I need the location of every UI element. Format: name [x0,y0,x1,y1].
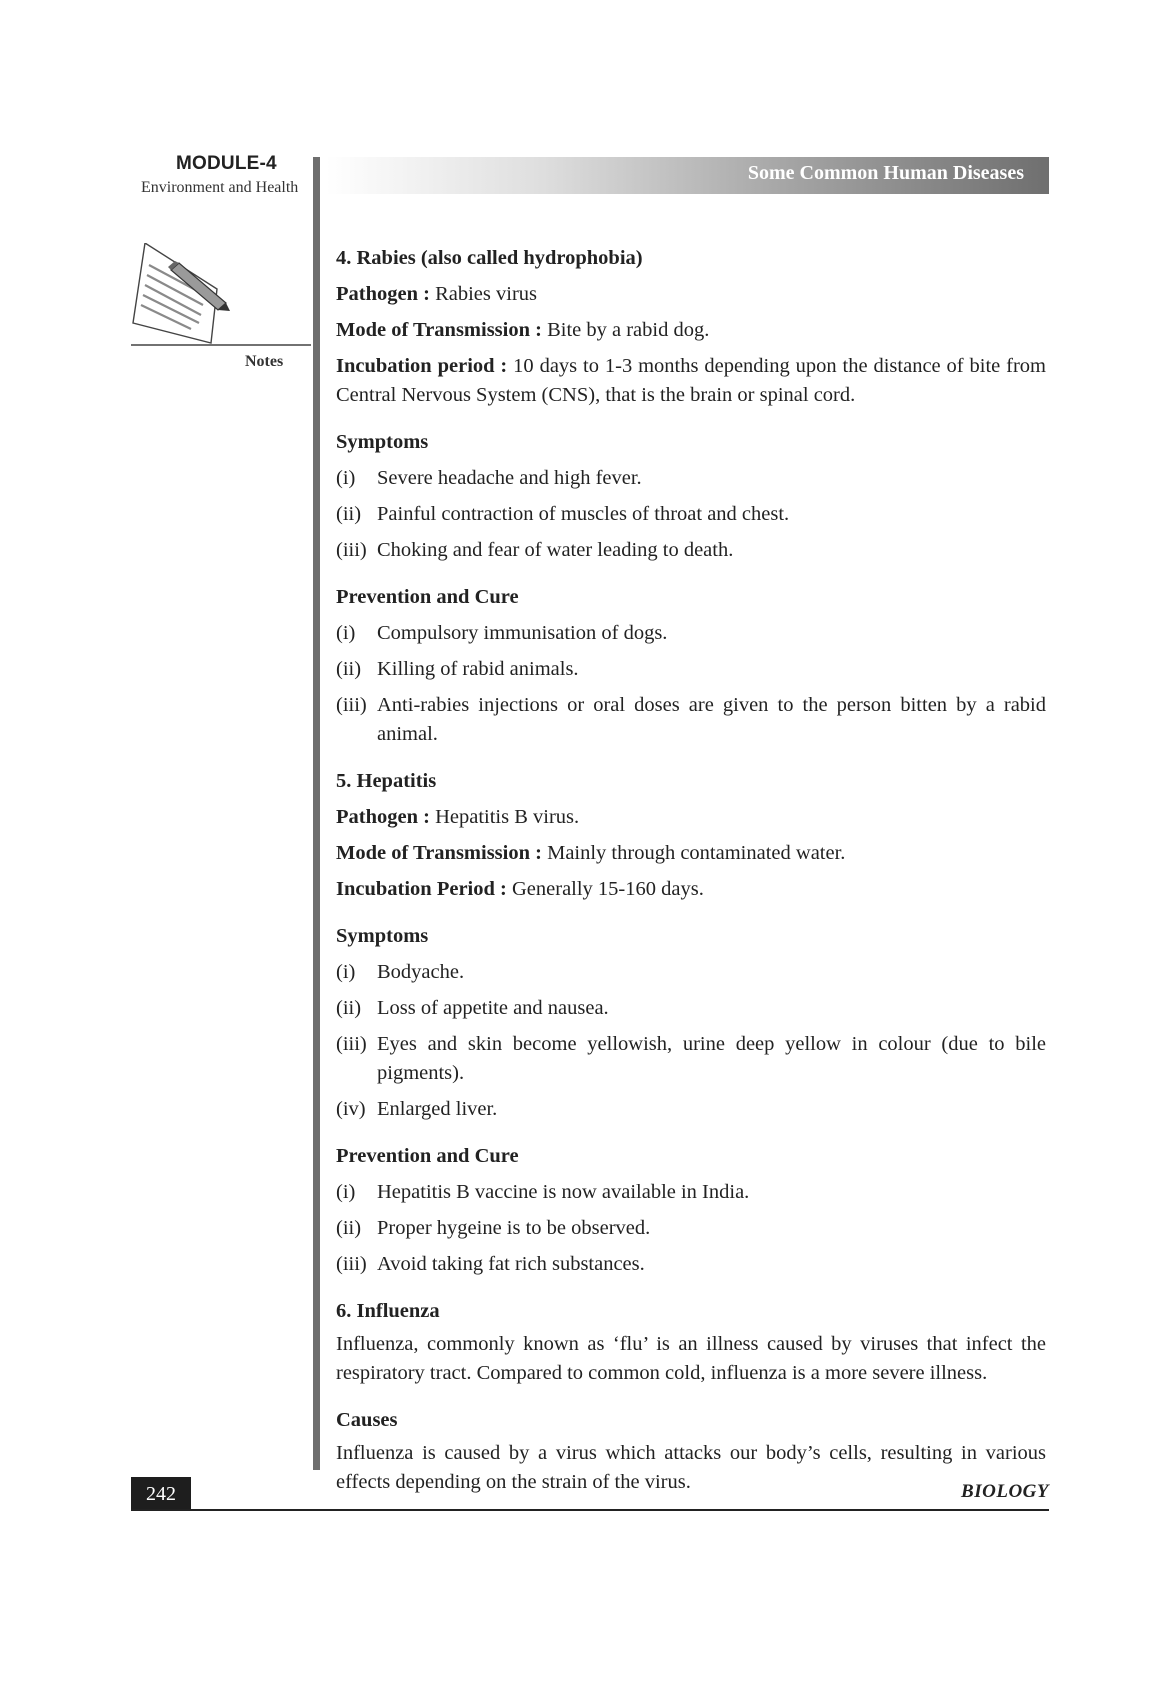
item-number: (ii) [336,1217,362,1239]
item-text: Enlarged liver. [377,1098,498,1120]
item-text: Killing of rabid animals. [377,658,579,680]
list-item [336,1250,1046,1279]
footer-rule [131,1509,1049,1511]
list-item [336,691,1046,749]
rabies-symptoms-list [336,464,1046,565]
item-text: Avoid taking fat rich substances. [377,1253,645,1275]
field-label: Incubation Period : [336,878,507,900]
subheading-prevention: Prevention and Cure [336,1145,519,1167]
item-text: Bodyache. [377,961,465,983]
field-label: Mode of Transmission : [336,319,542,341]
main-content [336,244,1046,1497]
list-item [336,994,1046,1023]
section-heading-hepatitis: 5. Hepatitis [336,770,437,792]
page-number: 242 [131,1477,191,1511]
rabies-pathogen [336,280,1046,309]
item-text: Compulsory immunisation of dogs. [377,622,668,644]
footer-subject: BIOLOGY [961,1481,1049,1502]
list-item [336,1095,1046,1124]
field-value: Rabies virus [435,283,537,305]
field-value: Hepatitis B virus. [435,806,580,828]
item-number: (i) [336,1181,356,1203]
section-heading-influenza: 6. Influenza [336,1300,440,1322]
rabies-transmission [336,316,1046,345]
field-value: Bite by a rabid dog. [547,319,710,341]
module-label: MODULE-4 [176,153,277,174]
notes-label: Notes [245,353,284,370]
page-header-title: Some Common Human Diseases [747,162,1024,184]
list-item [336,655,1046,684]
item-text: Painful contraction of muscles of throat and chest. [377,503,790,525]
rabies-incubation [336,352,1046,410]
item-number: (i) [336,622,356,644]
item-number: (i) [336,467,356,489]
influenza-causes: Influenza is caused by a virus which attacks our body’s cells, resulting in various effects depending on the strain of the virus. [336,1442,1046,1493]
hepatitis-pathogen [336,803,1046,832]
field-value: 10 days to 1-3 months depending upon the distance of bite from Central Nervous System (CNS), that is the brain or spinal cord. [336,355,1046,406]
rabies-prevention-list [336,619,1046,749]
influenza-intro: Influenza, commonly known as ‘flu’ is an illness caused by viruses that infect the respiratory tract. Compared to common cold, influenza is a more severe illness. [336,1333,1046,1384]
item-text: Choking and fear of water leading to death. [377,539,734,561]
list-item [336,464,1046,493]
subheading-prevention: Prevention and Cure [336,586,519,608]
item-text: Anti-rabies injections or oral doses are given to the person bitten by a rabid animal. [377,694,1046,745]
item-text: Proper hygeine is to be observed. [377,1217,651,1239]
item-text: Loss of appetite and nausea. [377,997,609,1019]
item-number: (iii) [336,694,367,716]
vertical-rule [313,157,320,1470]
list-item [336,500,1046,529]
item-text: Hepatitis B vaccine is now available in India. [377,1181,750,1203]
list-item [336,1030,1046,1088]
notepad-pencil-icon [131,243,311,373]
list-item [336,619,1046,648]
field-label: Pathogen : [336,806,430,828]
section-heading-rabies: 4. Rabies (also called hydrophobia) [336,247,643,269]
hepatitis-incubation [336,875,1046,904]
list-item [336,958,1046,987]
hepatitis-transmission [336,839,1046,868]
field-value: Generally 15-160 days. [511,878,704,900]
subheading-causes: Causes [336,1409,398,1431]
item-text: Severe headache and high fever. [377,467,642,489]
item-number: (ii) [336,658,362,680]
list-item [336,536,1046,565]
field-label: Mode of Transmission : [336,842,542,864]
item-number: (i) [336,961,356,983]
item-number: (iv) [336,1098,366,1120]
field-label: Incubation period : [336,355,508,377]
hepatitis-symptoms-list [336,958,1046,1124]
item-number: (iii) [336,539,367,561]
item-number: (ii) [336,503,362,525]
module-subtitle: Environment and Health [141,179,299,196]
hepatitis-prevention-list [336,1178,1046,1279]
subheading-symptoms: Symptoms [336,431,429,453]
subheading-symptoms: Symptoms [336,925,429,947]
item-number: (iii) [336,1253,367,1275]
item-number: (ii) [336,997,362,1019]
item-number: (iii) [336,1033,367,1055]
list-item [336,1178,1046,1207]
field-label: Pathogen : [336,283,430,305]
field-value: Mainly through contaminated water. [547,842,846,864]
header-band [326,157,1049,194]
list-item [336,1214,1046,1243]
item-text: Eyes and skin become yellowish, urine deep yellow in colour (due to bile pigments). [377,1033,1046,1084]
